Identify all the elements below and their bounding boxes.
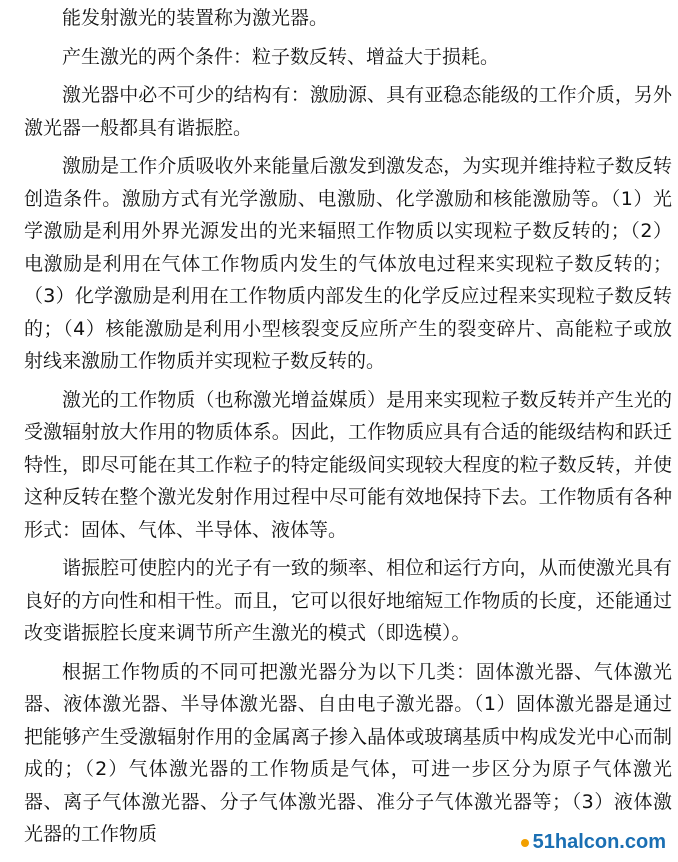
paragraph-working-medium: 激光的工作物质（也称激光增益媒质）是用来实现粒子数反转并产生光的受激辐射放大作用的物质体系。因此，工作物质应具有合适的能级结构和跃迁特性，即尽可能在其工作粒子的特定能级间实现较大程度的粒子数反转，并使这种反转在整个激光发射作用过程中尽可能有效地保持下去。工作物质有各种形式：固体、气体、半导体、液体等。	[24, 388, 672, 541]
watermark-text: 51halcon.com	[532, 831, 666, 853]
document-body	[24, 2, 672, 857]
paragraph-conditions: 产生激光的两个条件：粒子数反转、增益大于损耗。	[62, 45, 500, 68]
logo-dot-icon	[521, 839, 529, 847]
paragraph-structure: 激光器中必不可少的结构有：激励源、具有亚稳态能级的工作介质，另外激光器一般都具有谐振腔。	[24, 84, 672, 139]
paragraph-classification: 根据工作物质的不同可把激光器分为以下几类：固体激光器、气体激光器、液体激光器、半导体激光器、自由电子激光器。（1）固体激光器是通过把能够产生受激辐射作用的金属离子掺入晶体或玻璃基质中构成发光中心而制成的；（2）气体激光器的工作物质是气体，可进一步区分为原子气体激光器、离子气体激光器、分子气体激光器、准分子气体激光器等；（3）液体激光器的工作物质	[24, 660, 672, 845]
paragraph-resonator: 谐振腔可使腔内的光子有一致的频率、相位和运行方向，从而使激光具有良好的方向性和相干性。而且，它可以很好地缩短工作物质的长度，还能通过改变谐振腔长度来调节所产生激光的模式（即选模）。	[24, 557, 672, 644]
paragraph-definition: 能发射激光的装置称为激光器。	[62, 7, 329, 29]
watermark-logo	[515, 829, 672, 856]
paragraph-excitation: 激励是工作介质吸收外来能量后激发到激发态，为实现并维持粒子数反转创造条件。激励方式有光学激励、电激励、化学激励和核能激励等。（1）光学激励是利用外界光源发出的光来辐照工作物质以实现粒子数反转的；（2）电激励是利用在气体工作物质内发生的气体放电过程来实现粒子数反转的；（3）化学激励是利用在工作物质内部发生的化学反应过程来实现粒子数反转的；（4）核能激励是利用小型核裂变反应所产生的裂变碎片、高能粒子或放射线来激励工作物质并实现粒子数反转的。	[24, 155, 672, 372]
